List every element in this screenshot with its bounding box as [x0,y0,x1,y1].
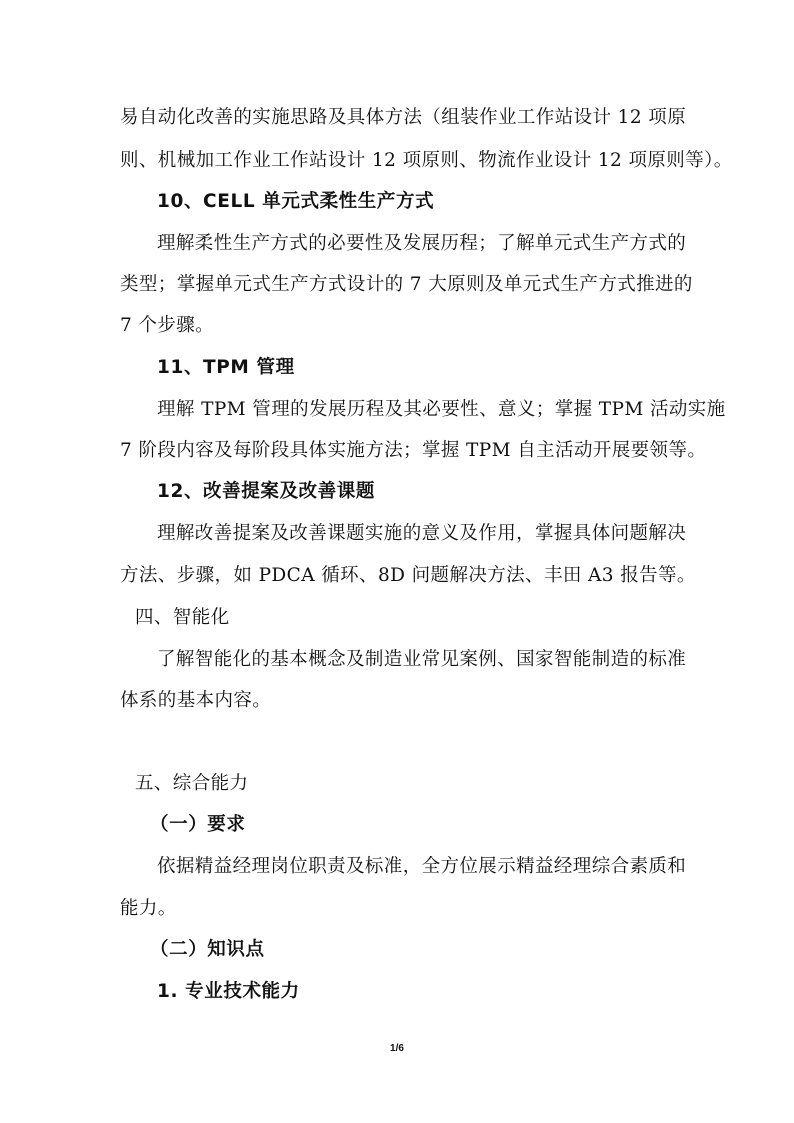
paragraph-line: 类型；掌握单元式生产方式设计的 7 大原则及单元式生产方式推进的 [120,274,693,295]
paragraph-line: 则、机械加工作业工作站设计 12 项原则、物流作业设计 12 项原则等）。 [120,150,733,171]
paragraph-line: 能力。 [120,898,177,919]
section-heading-comprehensive: 五、综合能力 [135,773,249,794]
paragraph-line: 了解智能化的基本概念及制造业常见案例、国家智能制造的标准 [157,649,687,670]
page-number: 1/6 [390,1043,404,1054]
subheading-requirements: （一）要求 [150,814,246,835]
heading-professional-skills: 1. 专业技术能力 [157,981,300,1002]
section-heading-intelligence: 四、智能化 [135,607,230,628]
heading-cell-production: 10、CELL 单元式柔性生产方式 [157,191,435,212]
heading-improvement: 12、改善提案及改善课题 [157,481,375,502]
paragraph-line: 7 个步骤。 [120,315,215,336]
paragraph-line: 7 阶段内容及每阶段具体实施方法；掌握 TPM 自主活动开展要领等。 [120,440,707,461]
paragraph-line: 方法、步骤，如 PDCA 循环、8D 问题解决方法、丰田 A3 报告等。 [120,565,696,586]
subheading-knowledge-points: （二）知识点 [150,939,265,960]
heading-tpm: 11、TPM 管理 [157,357,295,378]
paragraph-line: 依据精益经理岗位职责及标准，全方位展示精益经理综合素质和 [157,856,687,877]
paragraph-line: 体系的基本内容。 [120,690,272,711]
paragraph-line: 理解改善提案及改善课题实施的意义及作用，掌握具体问题解决 [157,523,687,544]
paragraph-line: 易自动化改善的实施思路及具体方法（组装作业工作站设计 12 项原 [120,107,687,128]
paragraph-line: 理解柔性生产方式的必要性及发展历程；了解单元式生产方式的 [157,233,687,254]
paragraph-line: 理解 TPM 管理的发展历程及其必要性、意义；掌握 TPM 活动实施 [157,399,726,420]
